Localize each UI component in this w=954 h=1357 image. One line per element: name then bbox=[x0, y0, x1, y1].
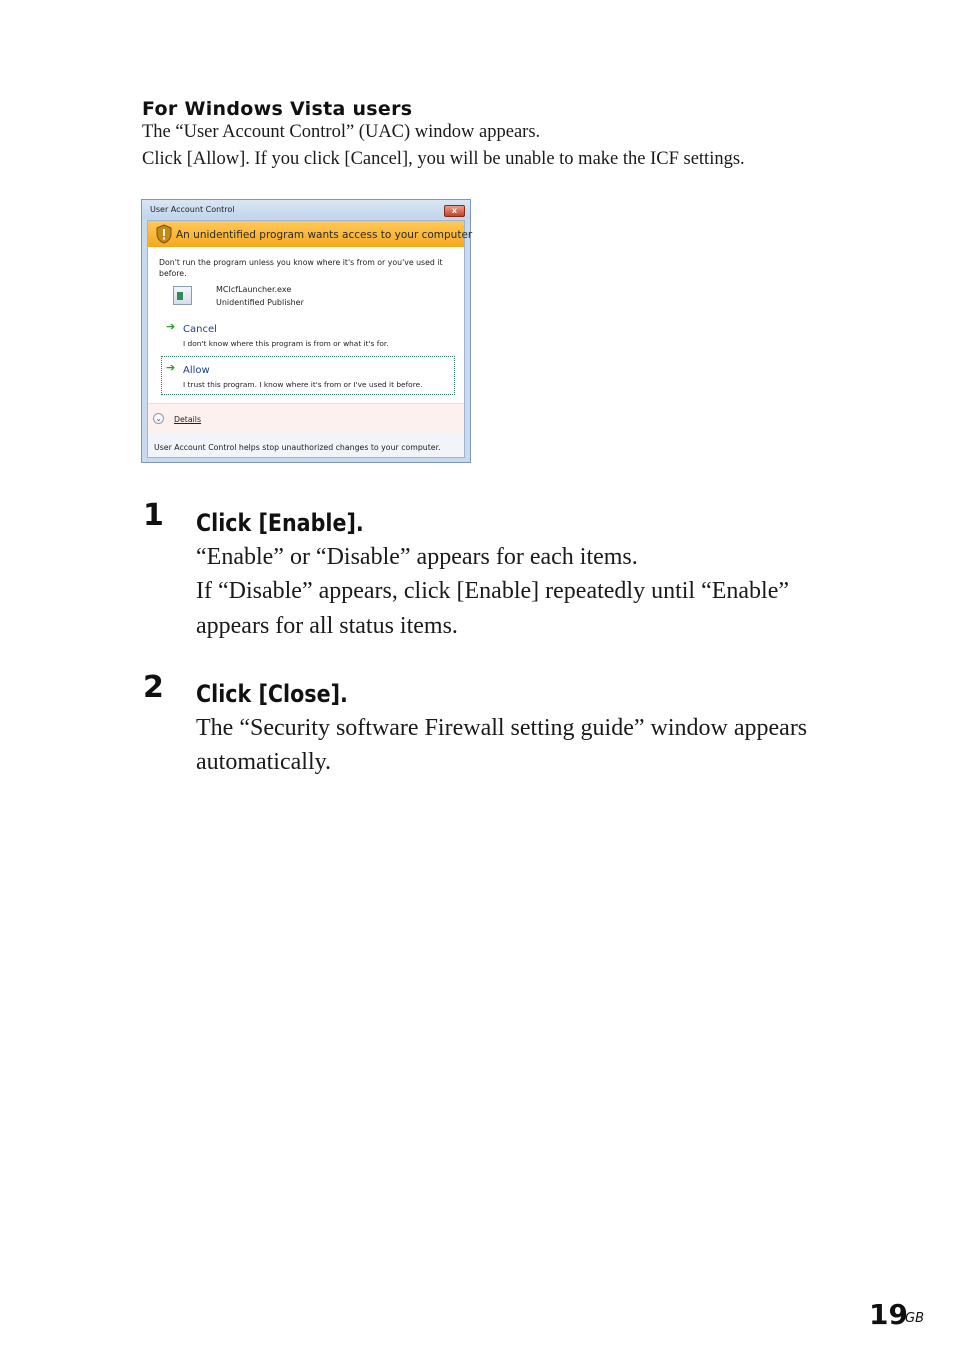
allow-option-desc: I trust this program. I know where it's from or I've used it before. bbox=[183, 380, 423, 389]
step-2-line-1: The “Security software Firewall setting guide” window appears bbox=[196, 715, 808, 741]
section-heading: For Windows Vista users bbox=[142, 98, 413, 120]
uac-banner bbox=[148, 221, 473, 247]
details-link[interactable]: Details bbox=[174, 415, 202, 424]
uac-window-title: User Account Control bbox=[150, 205, 235, 214]
intro-line-1: The “User Account Control” (UAC) window appears. bbox=[142, 122, 541, 142]
step-1-line-2: If “Disable” appears, click [Enable] repeatedly until “Enable” bbox=[196, 578, 790, 604]
uac-footer-text: User Account Control helps stop unauthorized changes to your computer. bbox=[154, 443, 441, 452]
step-1-number: 1 bbox=[143, 498, 164, 533]
step-1-line-1: “Enable” or “Disable” appears for each items. bbox=[196, 544, 638, 570]
cancel-option-desc: I don't know where this program is from or what it's for. bbox=[183, 339, 389, 348]
uac-warning bbox=[159, 257, 449, 279]
cancel-arrow-icon: ➔ bbox=[166, 320, 176, 333]
page-number: 19 bbox=[869, 1298, 908, 1331]
step-1-line-3: appears for all status items. bbox=[196, 613, 458, 639]
step-2-number: 2 bbox=[143, 670, 164, 705]
shield-icon bbox=[155, 224, 173, 244]
warning-line-2: before. bbox=[159, 269, 187, 278]
allow-option[interactable]: Allow bbox=[183, 365, 210, 376]
chevron-down-icon[interactable]: ⌄ bbox=[153, 413, 164, 424]
close-icon[interactable]: x bbox=[444, 205, 465, 217]
uac-banner-text: An unidentified program wants access to your computer bbox=[176, 229, 473, 241]
allow-arrow-icon: ➔ bbox=[166, 361, 176, 374]
step-2-title: Click [Close]. bbox=[196, 680, 348, 708]
step-2-line-2: automatically. bbox=[196, 749, 332, 775]
step-1-title: Click [Enable]. bbox=[196, 509, 364, 537]
intro-line-2: Click [Allow]. If you click [Cancel], you will be unable to make the ICF settings. bbox=[142, 149, 745, 169]
warning-line-1: Don't run the program unless you know where it's from or you've used it bbox=[159, 258, 443, 267]
uac-titlebar bbox=[142, 200, 470, 219]
cancel-option[interactable]: Cancel bbox=[183, 324, 217, 335]
program-publisher: Unidentified Publisher bbox=[216, 298, 304, 307]
uac-dialog-screenshot bbox=[141, 199, 471, 463]
uac-body bbox=[147, 220, 473, 458]
page-region: GB bbox=[905, 1311, 924, 1326]
program-icon bbox=[173, 286, 192, 305]
program-name: MCIcfLauncher.exe bbox=[216, 285, 292, 294]
